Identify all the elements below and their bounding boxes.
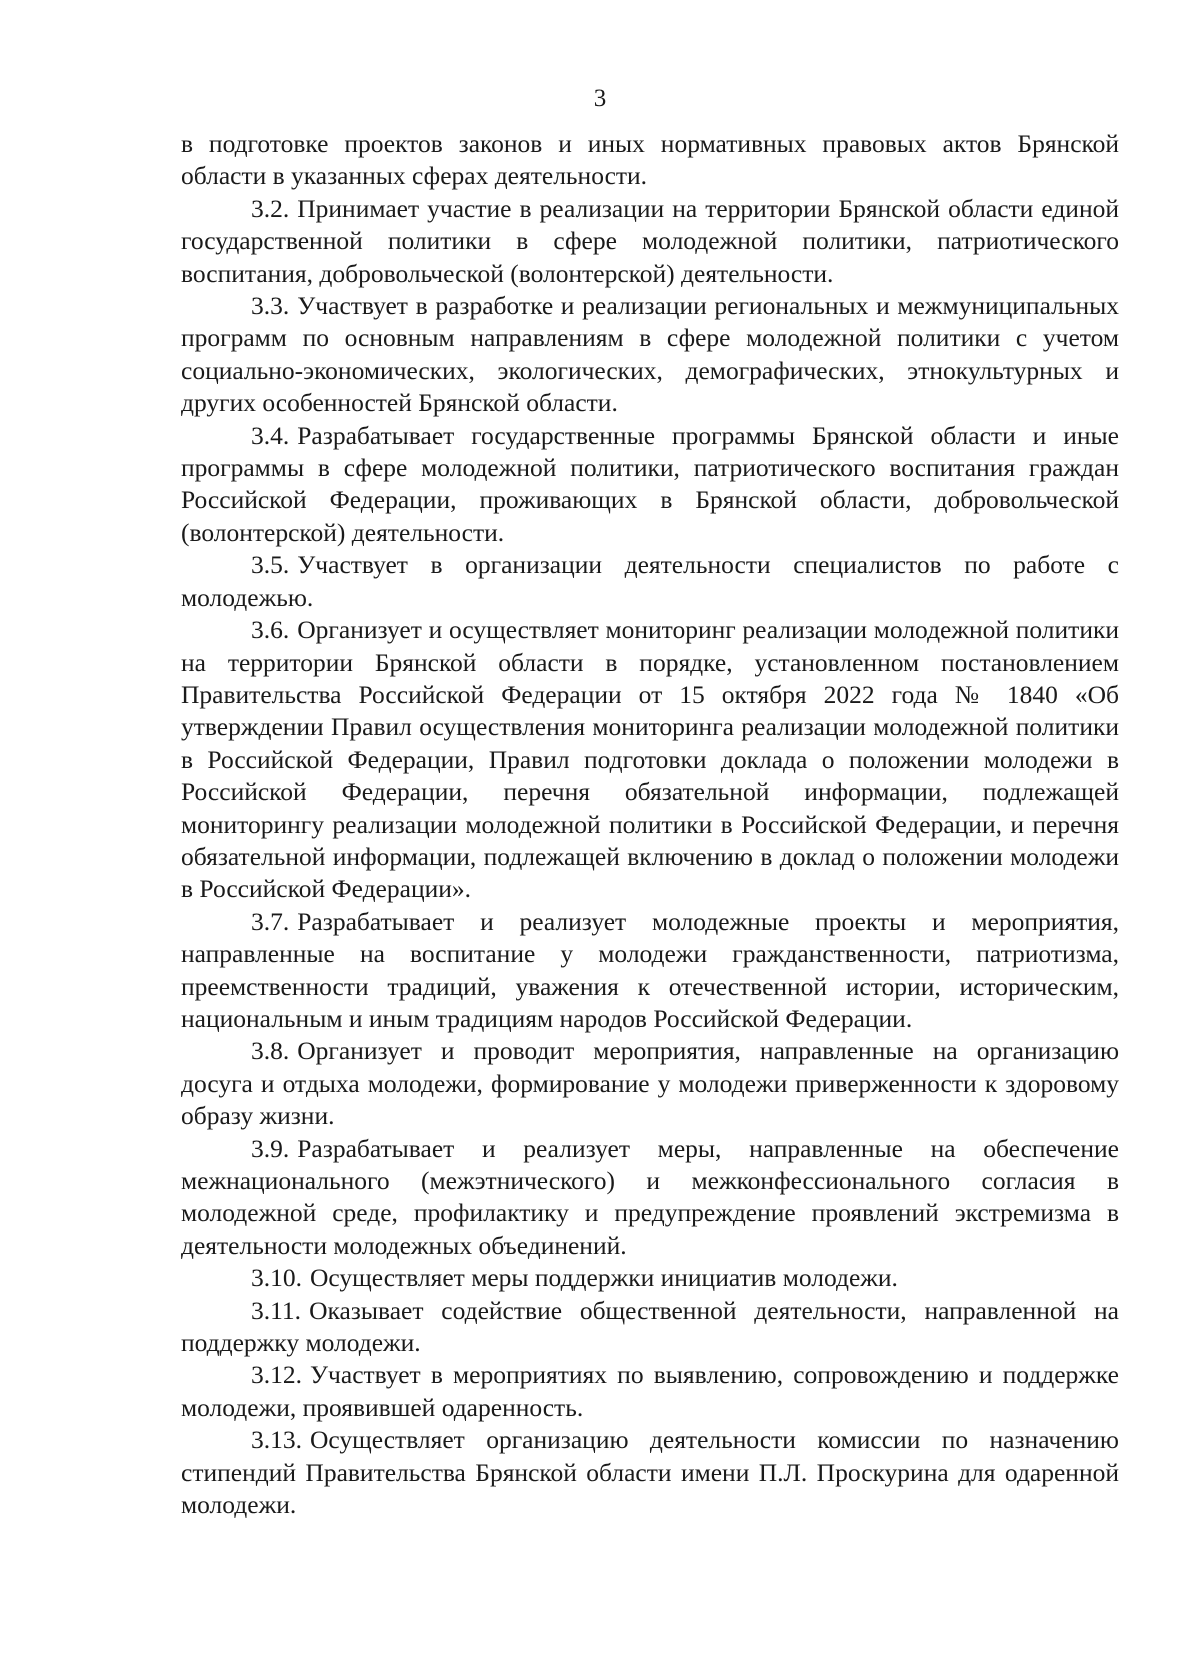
paragraph-number: 3.12. — [251, 1360, 302, 1390]
paragraph-3-11 — [181, 1295, 1119, 1360]
paragraph-text: Осуществляет меры поддержки инициатив молодежи. — [310, 1263, 898, 1293]
paragraph-number: 3.13. — [251, 1425, 302, 1455]
paragraph-3-10 — [181, 1262, 1119, 1294]
paragraph-number: 3.2. — [251, 193, 290, 223]
page-number: 3 — [593, 85, 607, 112]
paragraph-text: Оказывает содействие общественной деятельности, направленной на поддержку молодежи. — [181, 1295, 1119, 1358]
paragraph-number: 3.8. — [251, 1036, 290, 1066]
paragraph-number: 3.7. — [251, 906, 290, 936]
paragraph-text: Разрабатывает и реализует молодежные проекты и мероприятия, направленные на воспитание у молодежи гражданственности, патриотизма, преемственности традиций, уважения к отечественной истории, историческим, национальным и иным традициям народов Российской Федерации. — [181, 906, 1119, 1033]
document-body — [181, 128, 1119, 1521]
paragraph-3-13 — [181, 1424, 1119, 1521]
paragraph-text: Организует и осуществляет мониторинг реализации молодежной политики на территории Брянской области в порядке, установленном постановлением Правительства Российской Федерации от 15 октября 2022 года № 1840 «Об утверждении Правил осуществления мониторинга реализации молодежной политики в Российской Федерации, Правил подготовки доклада о положении молодежи в Российской Федерации, перечня обязательной информации, подлежащей мониторингу реализации молодежной политики в Российской Федерации, и перечня обязательной информации, подлежащей включению в доклад о положении молодежи в Российской Федерации». — [181, 615, 1119, 904]
paragraph-3-12 — [181, 1359, 1119, 1424]
paragraph-number: 3.5. — [251, 550, 290, 580]
paragraph-text: Участвует в мероприятиях по выявлению, сопровождению и поддержке молодежи, проявившей одаренность. — [181, 1360, 1119, 1422]
paragraph-3-8 — [181, 1035, 1119, 1132]
paragraph-text: в подготовке проектов законов и иных нормативных правовых актов Брянской области в указанных сферах деятельности. — [181, 129, 1119, 191]
paragraph-number: 3.4. — [251, 420, 290, 450]
paragraph-continuation — [181, 128, 1119, 193]
paragraph-3-9 — [181, 1133, 1119, 1263]
paragraph-3-4 — [181, 420, 1119, 550]
paragraph-text: Разрабатывает и реализует меры, направленные на обеспечение межнационального (межэтнического) и межконфессионального согласия в молодежной среде, профилактику и предупреждение проявлений экстремизма в деятельности молодежных объединений. — [181, 1133, 1119, 1260]
paragraph-3-5 — [181, 549, 1119, 614]
paragraph-3-3 — [181, 290, 1119, 420]
paragraph-number: 3.10. — [251, 1263, 302, 1293]
paragraph-3-7 — [181, 906, 1119, 1036]
paragraph-3-2 — [181, 193, 1119, 290]
paragraph-text: Участвует в организации деятельности специалистов по работе с молодежью. — [181, 550, 1119, 612]
paragraph-number: 3.9. — [251, 1133, 290, 1163]
paragraph-number: 3.11. — [251, 1295, 302, 1325]
paragraph-text: Участвует в разработке и реализации региональных и межмуниципальных программ по основным направлениям в сфере молодежной политики с учетом социально-экономических, экологических, демографических, этнокультурных и других особенностей Брянской области. — [181, 291, 1119, 418]
paragraph-3-6 — [181, 614, 1119, 906]
paragraph-number: 3.3. — [251, 291, 290, 321]
paragraph-number: 3.6. — [251, 615, 290, 645]
paragraph-text: Разрабатывает государственные программы Брянской области и иные программы в сфере молодежной политики, патриотического воспитания граждан Российской Федерации, проживающих в Брянской области, добровольческой (волонтерской) деятельности. — [181, 420, 1119, 547]
paragraph-text: Принимает участие в реализации на территории Брянской области единой государственной политики в сфере молодежной политики, патриотического воспитания, добровольческой (волонтерской) деятельности. — [181, 193, 1119, 288]
paragraph-text: Осуществляет организацию деятельности комиссии по назначению стипендий Правительства Брянской области имени П.Л. Проскурина для одаренной молодежи. — [181, 1425, 1119, 1520]
paragraph-text: Организует и проводит мероприятия, направленные на организацию досуга и отдыха молодежи, формирование у молодежи приверженности к здоровому образу жизни. — [181, 1036, 1119, 1131]
